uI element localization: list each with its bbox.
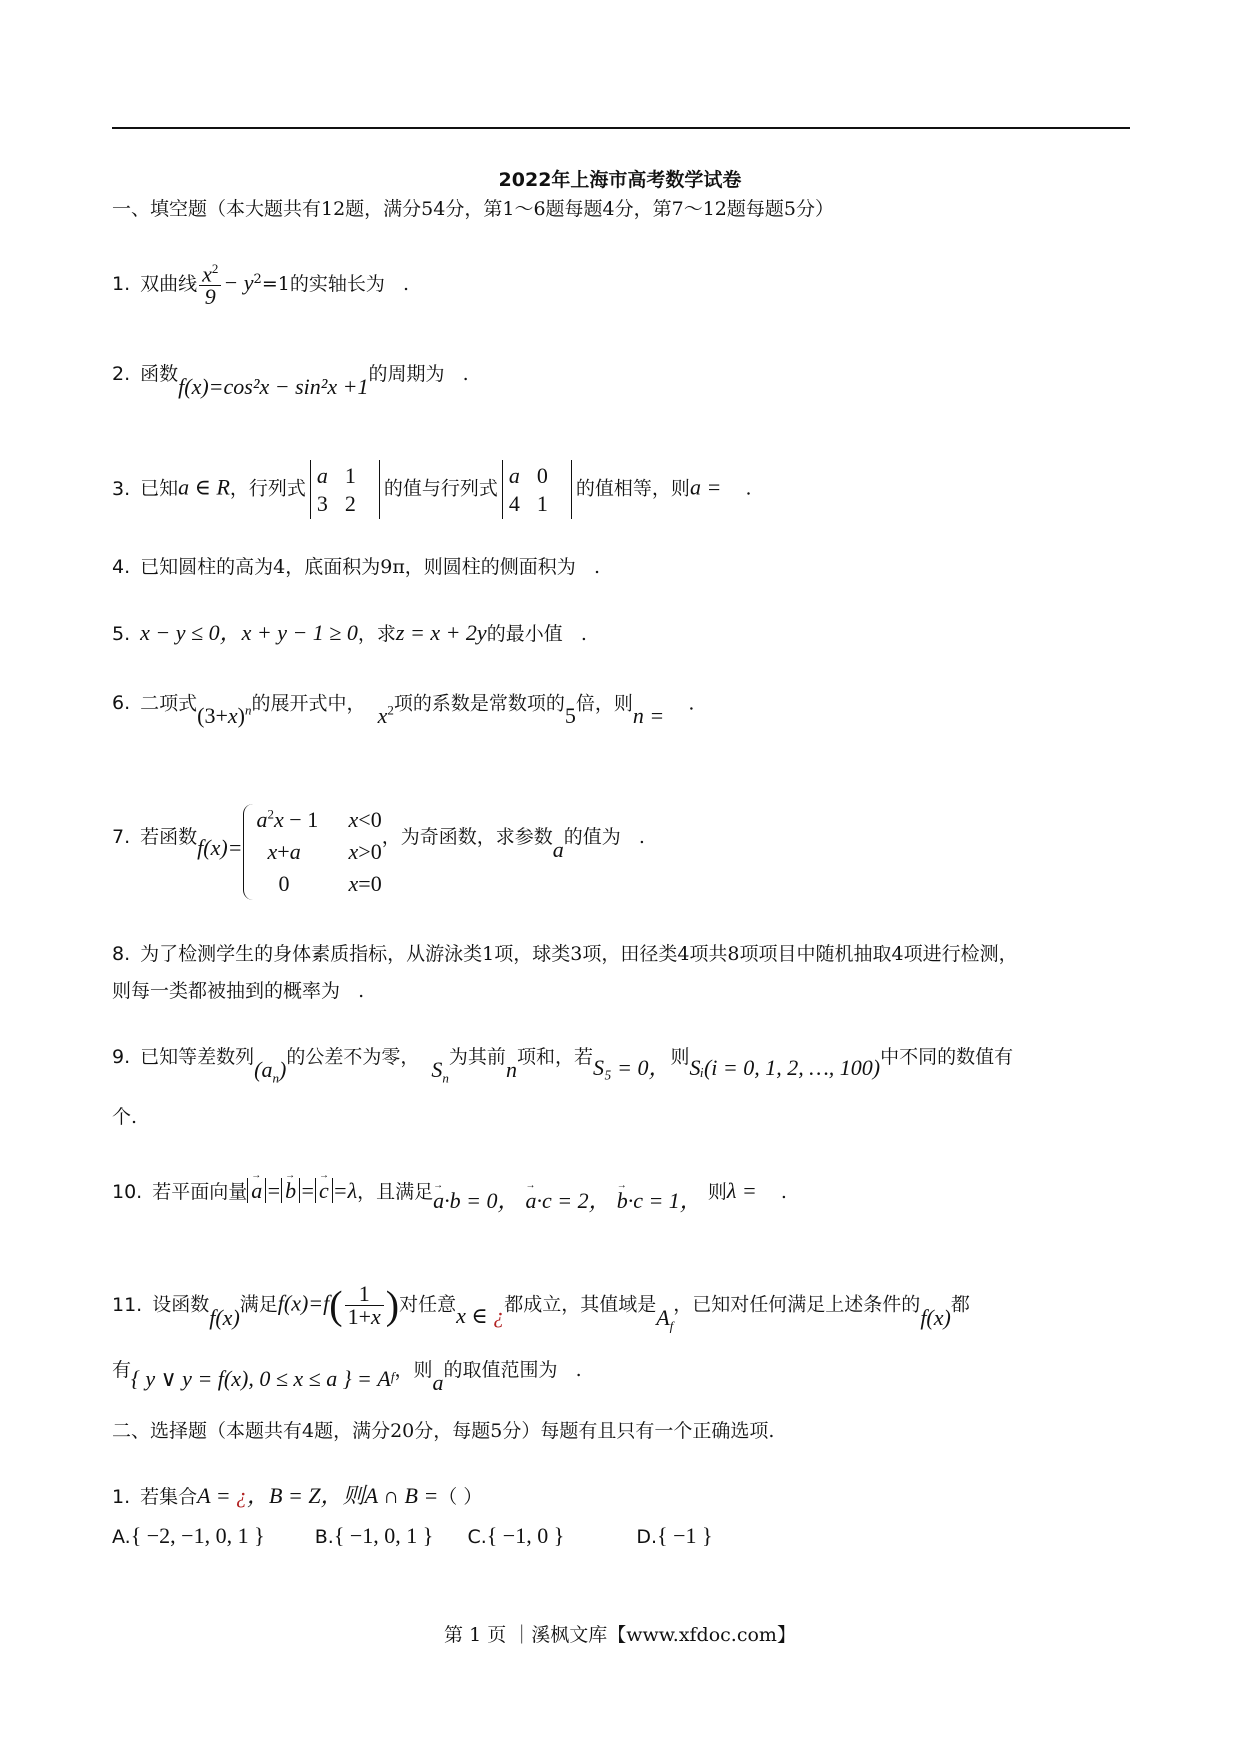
question-3: 3. 已知a ∈ R，行列式a 1 3 2的值与行列式a 0 4 1的值相等，则a = . [112,460,752,519]
choice-a[interactable]: A.{ −2, −1, 0, 1 } [112,1523,265,1548]
fraction-1-over-1-plus-x: $\frac{1}{1+x}$ [345,1283,384,1328]
question-6: 6. 二项式$(3+x)^n$的展开式中， $x^2$项的系数是常数项的5倍，则n = . [112,692,695,729]
question-8-line-2: 则每一类都被抽到的概率为 . [112,980,365,1002]
choice-b[interactable]: B.{ −1, 0, 1 } [314,1523,434,1548]
section-2-heading: 二、选择题（本题共有4题，满分20分，每题5分）每题有且只有一个正确选项. [112,1420,775,1442]
choice-c[interactable]: C.{ −1, 0 } [467,1523,565,1548]
question-7: 7. 若函数f(x)= $a^2x - 1$ x<0 x+a x>0 0 x=0，为奇函数，求参数a的值为 . [112,790,645,886]
determinant-1: a 1 3 2 [310,460,380,519]
question-9-line-2: 个. [112,1106,138,1128]
question-1: 1. 双曲线 $\frac{x^2}{9}$ − $y^2=1$的实轴长为 . [112,261,410,310]
question-8: 8. 为了检测学生的身体素质指标，从游泳类1项，球类3项，田径类4项共8项项目中随机抽取4项进行检测， [112,943,1018,965]
question-11: 11. 设函数f(x)满足f(x)=f( $\frac{1}{1+x}$ )对任意x ∈ ¿都成立，其值域是$A_f$，已知对任何满足上述条件的f(x)都 [112,1281,970,1333]
question-10: 10. 若平面向量→ a =→ b =→ c =λ，且满足→ a·b = 0， → a·c = 2， → b·c = 1， 则λ = . [112,1180,787,1202]
question-11-line-2: 有{ y ∨ y = f(x), 0 ≤ x ≤ a } = $A_f$，则a的取值范围为 . [112,1359,582,1395]
section-1-heading: 一、填空题（本大题共有12题，满分54分，第1～6题每题4分，第7～12题每题5分） [112,198,834,220]
piecewise-cases: $a^2x - 1$ x<0 x+a x>0 0 x=0 [243,804,382,900]
question-2: 2. 函数f(x)=cos²x − sin²x +1的周期为 . [112,363,469,399]
choice-options [112,1525,713,1547]
determinant-2: a 0 4 1 [502,460,572,519]
page-footer: 第 1 页 ｜溪枫文库【www.xfdoc.com】 [444,1624,796,1646]
question-9: 9. 已知等差数列$(a_n)$的公差不为零， $S_n$为其前n项和，若S₅ = 0，则Sᵢ(i = 0, 1, 2, …, 100)中不同的数值有 [112,1046,1014,1086]
header-rule [112,127,1130,129]
fraction-x2-over-9: $\frac{x^2}{9}$ [199,262,221,308]
question-4: 4. 已知圆柱的高为4，底面积为9π，则圆柱的侧面积为 . [112,556,600,578]
question-5: 5. x − y ≤ 0，x + y − 1 ≥ 0，求z = x + 2y的最小值 . [112,620,587,645]
page-title: 2022年上海市高考数学试卷 [498,169,742,191]
choice-question-1: 1. 若集合A = ¿，B = Z，则A ∩ B =（ ） [112,1483,483,1508]
choice-d[interactable]: D.{ −1 } [636,1523,713,1548]
